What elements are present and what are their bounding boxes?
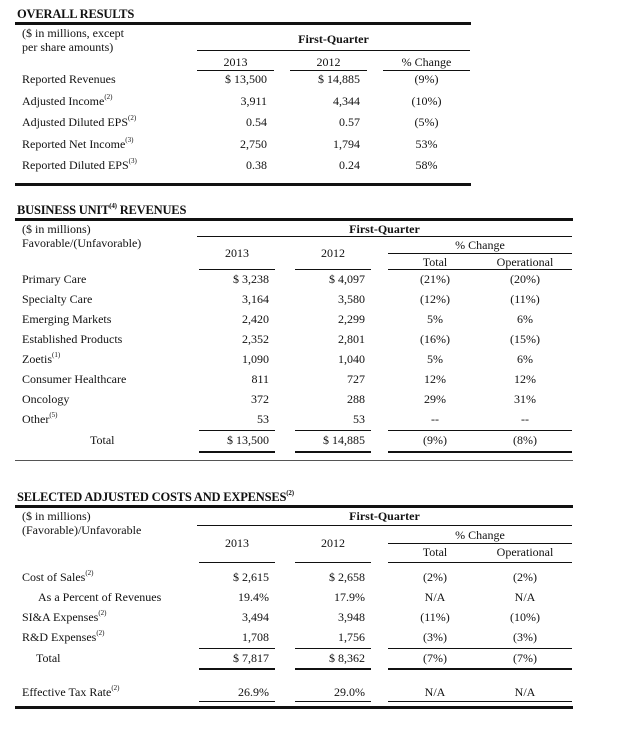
divider (295, 562, 371, 563)
change-total: N/A (424, 685, 446, 699)
change-operational: 31% (514, 392, 536, 406)
value-2012: 1,794 (333, 136, 360, 151)
value-2013: $ 13,500 (227, 433, 269, 447)
divider (295, 701, 371, 702)
double-underline (388, 668, 572, 670)
column-header-2012: 2012 (321, 246, 345, 260)
divider (295, 648, 371, 649)
change-total: -- (431, 412, 439, 426)
row-label (22, 630, 105, 645)
row-label (22, 685, 120, 700)
row-label (22, 137, 133, 152)
divider (15, 183, 471, 186)
units-note: (Favorable)/Unfavorable (22, 523, 142, 537)
row-label (22, 94, 112, 109)
label-text: Emerging Markets (22, 312, 112, 326)
footnote-marker: (2) (286, 489, 294, 497)
divider (15, 706, 573, 709)
divider (199, 430, 275, 431)
double-underline (295, 668, 371, 670)
label-text: Primary Care (22, 272, 87, 286)
footnote-marker: (2) (111, 684, 120, 692)
row-label (22, 352, 60, 367)
title-text: SELECTED ADJUSTED COSTS AND EXPENSES (17, 490, 287, 504)
double-underline (199, 668, 275, 670)
change-total: (11%) (420, 610, 450, 624)
footnote-marker: (5) (49, 411, 58, 419)
divider (15, 22, 471, 25)
period-header: First-Quarter (298, 32, 369, 46)
value-2013: 19.4% (238, 590, 269, 604)
label-text: Zoetis (22, 352, 52, 366)
footnote-marker: (2) (96, 629, 105, 637)
value-2013: $ 3,238 (233, 272, 269, 286)
row-label (22, 312, 111, 327)
change-total: 12% (424, 372, 446, 386)
column-header-change: % Change (401, 55, 452, 69)
change-operational: N/A (514, 590, 536, 604)
double-underline (295, 451, 371, 453)
column-header-total: Total (422, 255, 448, 269)
divider (199, 648, 275, 649)
label-text: As a Percent of Revenues (38, 590, 162, 604)
double-underline (199, 451, 275, 453)
value-2013: 26.9% (238, 685, 269, 699)
value-2013: 0.54 (246, 115, 267, 129)
footnote-marker: (2) (128, 114, 137, 122)
value-2012: 3,948 (338, 610, 365, 624)
column-header-2012: 2012 (316, 55, 341, 69)
value-2012: 3,580 (338, 292, 365, 306)
value-2012: 0.57 (339, 115, 360, 129)
row-label (22, 272, 86, 287)
column-header-operational: Operational (496, 255, 554, 269)
label-text: Effective Tax Rate (22, 685, 112, 699)
row-label (22, 412, 58, 427)
value-2012: $ 14,885 (323, 433, 365, 447)
divider (290, 70, 367, 71)
change-total: (3%) (423, 630, 447, 644)
value-2012: $ 2,658 (329, 570, 365, 584)
label-text: Reported Net Income (22, 136, 126, 151)
value-2013: $ 13,500 (225, 72, 267, 86)
footnote-marker: (2) (85, 569, 94, 577)
change-total: (7%) (423, 651, 447, 665)
change-percent: 53% (415, 136, 438, 151)
value-2012: 4,344 (333, 93, 360, 108)
change-operational: -- (521, 412, 529, 426)
value-2012: 1,040 (338, 352, 365, 366)
label-text: Adjusted Diluted EPS (22, 115, 129, 129)
divider (199, 269, 275, 270)
row-label (22, 392, 69, 407)
value-2012: 288 (347, 392, 365, 406)
change-operational: 6% (517, 352, 533, 366)
units-note: ($ in millions) (22, 222, 91, 236)
footnote-marker: (2) (98, 609, 107, 617)
row-label (22, 372, 126, 387)
change-operational: (3%) (513, 630, 537, 644)
value-2013: 811 (251, 372, 269, 386)
value-2013: 372 (251, 392, 269, 406)
value-2012: $ 4,097 (329, 272, 365, 286)
label-text: Reported Diluted EPS (22, 158, 129, 172)
units-note: per share amounts) (22, 40, 114, 54)
divider (295, 269, 371, 270)
footnote-marker: (4) (109, 202, 117, 210)
divider (15, 505, 573, 508)
row-label (22, 292, 92, 307)
footnote-marker: (2) (104, 92, 113, 101)
divider (388, 430, 572, 431)
value-2013: 2,420 (242, 312, 269, 326)
change-percent: (5%) (414, 115, 439, 129)
row-label (22, 570, 94, 585)
change-total: 5% (427, 312, 443, 326)
change-total: (21%) (420, 272, 450, 286)
footnote-marker: (3) (125, 135, 134, 144)
label-text: Specialty Care (22, 292, 93, 306)
units-note: ($ in millions, except (22, 26, 124, 40)
change-operational: (8%) (513, 433, 537, 447)
value-2013: 2,352 (242, 332, 269, 346)
value-2012: 2,801 (338, 332, 365, 346)
column-header-2012: 2012 (321, 536, 345, 550)
change-total: 29% (424, 392, 446, 406)
column-header-total: Total (422, 545, 448, 559)
divider (197, 50, 470, 51)
divider (199, 562, 275, 563)
column-header-2013: 2013 (223, 55, 248, 69)
label-text: Cost of Sales (22, 570, 86, 584)
label-text: R&D Expenses (22, 630, 97, 644)
title-text: BUSINESS UNIT (17, 203, 110, 217)
row-label (22, 72, 116, 87)
value-2012: 0.24 (339, 158, 360, 172)
divider (388, 543, 572, 544)
value-2013: 3,494 (242, 610, 269, 624)
column-header-change: % Change (455, 528, 505, 542)
row-label: Total (90, 433, 115, 447)
divider (15, 460, 573, 461)
change-operational: (10%) (510, 610, 540, 624)
divider (15, 218, 573, 221)
section-title (17, 203, 186, 218)
divider (197, 525, 572, 526)
label-text: Oncology (22, 392, 70, 406)
divider (295, 430, 371, 431)
value-2013: 3,164 (242, 292, 269, 306)
label-text: Adjusted Income (22, 93, 105, 108)
divider (388, 701, 572, 702)
title-text: REVENUES (116, 203, 187, 217)
divider (388, 562, 572, 563)
value-2013: $ 2,615 (233, 570, 269, 584)
value-2012: 53 (353, 412, 365, 426)
label-text: SI&A Expenses (22, 610, 99, 624)
value-2012: 29.0% (334, 685, 365, 699)
change-percent: (9%) (414, 72, 439, 86)
value-2013: 53 (257, 412, 269, 426)
label-text: Other (22, 412, 50, 426)
period-header: First-Quarter (349, 222, 420, 236)
change-total: N/A (424, 590, 446, 604)
change-operational: (2%) (513, 570, 537, 584)
section-title: OVERALL RESULTS (17, 7, 135, 21)
value-2012: $ 8,362 (329, 651, 365, 665)
change-total: 5% (427, 352, 443, 366)
change-operational: 12% (514, 372, 536, 386)
change-total: (12%) (420, 292, 450, 306)
change-percent: (10%) (411, 93, 442, 108)
value-2013: 0.38 (246, 158, 267, 172)
divider (197, 236, 572, 237)
units-note: ($ in millions) (22, 509, 91, 523)
value-2013: 2,750 (240, 136, 267, 151)
footnote-marker: (1) (52, 351, 61, 359)
change-percent: 58% (415, 158, 438, 172)
change-total: (16%) (420, 332, 450, 346)
row-label: Total (36, 651, 61, 665)
divider (383, 70, 470, 71)
change-operational: N/A (514, 685, 536, 699)
label-text: Consumer Healthcare (22, 372, 127, 386)
label-text: Established Products (22, 332, 123, 346)
value-2012: 2,299 (338, 312, 365, 326)
value-2012: 17.9% (334, 590, 365, 604)
change-operational: (20%) (510, 272, 540, 286)
double-underline (388, 451, 572, 453)
column-header-change: % Change (455, 238, 505, 252)
divider (388, 648, 572, 649)
value-2013: 1,090 (242, 352, 269, 366)
divider (388, 269, 572, 270)
value-2012: 1,756 (338, 630, 365, 644)
column-header-2013: 2013 (225, 246, 249, 260)
row-label (22, 115, 136, 130)
value-2012: $ 14,885 (318, 72, 360, 86)
row-label (22, 158, 137, 173)
footnote-marker: (3) (128, 157, 137, 165)
divider (199, 701, 275, 702)
change-total: (2%) (423, 570, 447, 584)
row-label (38, 590, 161, 605)
value-2012: 727 (347, 372, 365, 386)
column-header-operational: Operational (496, 545, 554, 559)
change-total: (9%) (423, 433, 447, 447)
section-title (17, 490, 294, 505)
change-operational: (11%) (510, 292, 540, 306)
row-label (22, 332, 122, 347)
divider (197, 70, 274, 71)
column-header-2013: 2013 (225, 536, 249, 550)
value-2013: $ 7,817 (233, 651, 269, 665)
divider (388, 253, 572, 254)
change-operational: 6% (517, 312, 533, 326)
row-label (22, 610, 107, 625)
units-note: Favorable/(Unfavorable) (22, 236, 142, 250)
value-2013: 1,708 (242, 630, 269, 644)
period-header: First-Quarter (349, 509, 420, 523)
change-operational: (15%) (510, 332, 540, 346)
value-2013: 3,911 (240, 93, 267, 108)
change-operational: (7%) (513, 651, 537, 665)
label-text: Reported Revenues (22, 72, 116, 86)
